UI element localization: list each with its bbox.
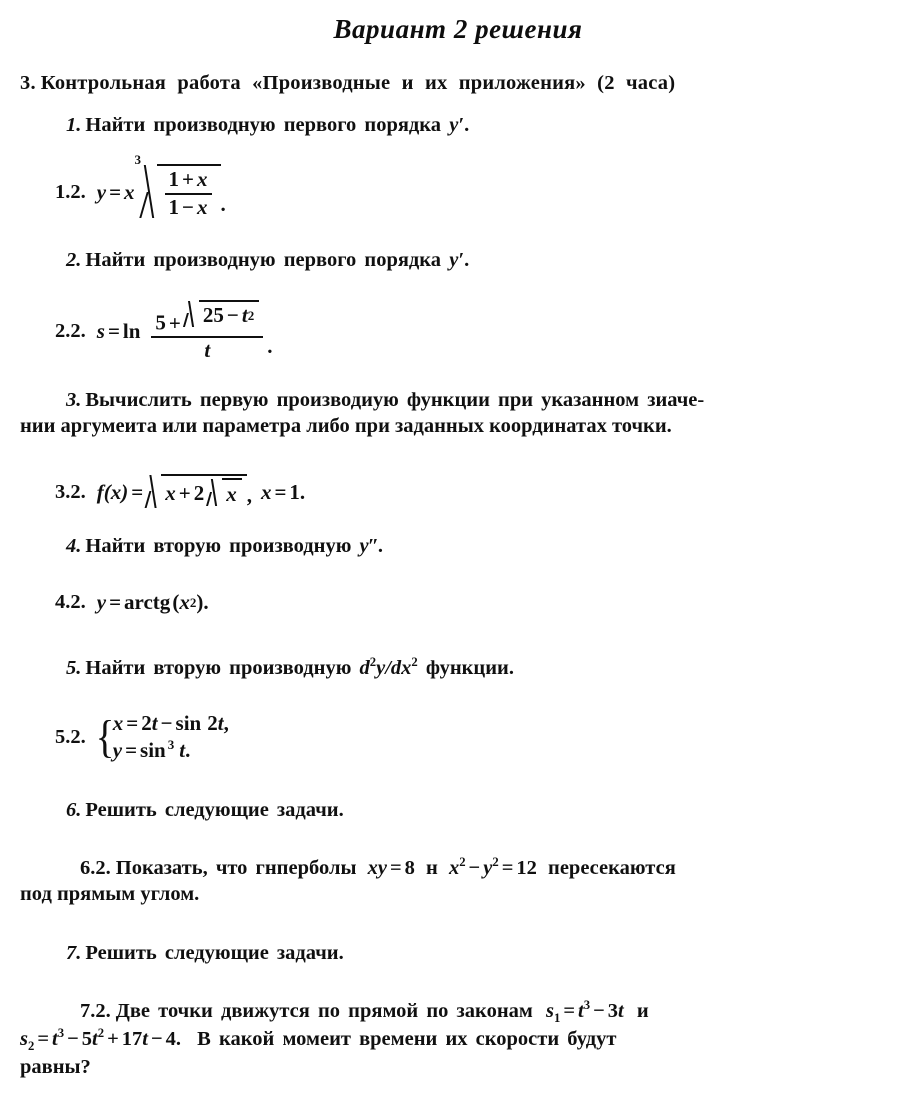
- task-1-prompt-text: Найти производную первого порядка: [85, 114, 442, 136]
- outer-radicand: [161, 474, 246, 511]
- hyp2-eq: =: [501, 857, 514, 879]
- hyp2-y-exp: 2: [492, 855, 499, 870]
- problem-6-2-line1: [20, 855, 898, 881]
- task-2-number: 2.: [66, 249, 82, 271]
- formula-1-2-label: 1.2.: [55, 181, 86, 204]
- s2-minus-2: −: [150, 1028, 163, 1050]
- formula-1-2-lhs: y: [96, 180, 107, 205]
- task-3-prompt: [20, 387, 898, 413]
- log-function: ln: [122, 318, 141, 343]
- task-5-prompt-tail: функции.: [425, 657, 514, 679]
- task-5-symbol-d: d: [359, 657, 370, 679]
- formula-5-2-label: 5.2.: [55, 725, 86, 748]
- hyp2-x: x: [448, 857, 460, 879]
- formula-2-2-lhs: s: [96, 318, 105, 343]
- formula-4-2-period: .: [203, 590, 209, 614]
- task-3-number: 3.: [66, 389, 82, 411]
- hyp1-xy: xy: [367, 857, 387, 879]
- task-6-prompt: [20, 797, 898, 823]
- radicand-minus: −: [226, 303, 239, 327]
- s1-t: t: [578, 1000, 584, 1022]
- s1-minus: −: [593, 1000, 605, 1022]
- numerator-op: +: [182, 167, 195, 191]
- row1-var: t: [151, 711, 158, 735]
- problem-6-2-text-a: Показать, что гнперболы: [115, 857, 357, 879]
- system-row-2: [113, 737, 229, 764]
- system-row-1: [113, 710, 229, 737]
- task-2-prompt-text: Найти производную первого порядка: [85, 249, 442, 271]
- s2-exp: 3: [57, 1026, 65, 1041]
- formula-3-2-period: .: [299, 480, 306, 504]
- task-1-period: .: [464, 114, 470, 136]
- formula-1-2-factor: x: [124, 180, 135, 205]
- task-2-symbol: y′: [449, 249, 465, 271]
- hyperbola-2: [443, 857, 543, 879]
- left-brace-icon: {: [95, 711, 115, 762]
- task-5-prompt: [20, 655, 898, 681]
- log-numerator: [151, 300, 263, 336]
- formula-4-2-equals: =: [109, 590, 122, 614]
- formula-4-2-lhs: y: [96, 590, 107, 614]
- task-7-prompt-text: Решить следующие задачи.: [85, 942, 344, 964]
- row1-eq: =: [126, 711, 139, 735]
- hyp2-x-exp: 2: [459, 855, 466, 870]
- row1-minus: −: [160, 711, 173, 735]
- radical-sign-icon: [146, 474, 161, 511]
- problem-6-2-text-line2: под прямым углом.: [20, 883, 200, 905]
- task-5-symbol-exp1: 2: [369, 655, 377, 670]
- row2-var: t: [179, 738, 186, 762]
- task-6-number: 6.: [66, 799, 82, 821]
- denominator-var: x: [197, 194, 208, 219]
- page-title: Вариант 2 решения: [333, 14, 583, 44]
- hyp2-y: y: [483, 857, 493, 879]
- task-3-prompt-continuation: [20, 413, 898, 439]
- s1-subscript: 1: [553, 1011, 561, 1026]
- formula-4-2-close-paren: ): [196, 590, 204, 614]
- problem-7-2-label: 7.2.: [80, 1000, 111, 1022]
- s2-coef-2: 17: [121, 1028, 143, 1050]
- fraction-denominator: [165, 193, 212, 220]
- formula-3-2-cond-val: 1: [289, 480, 300, 504]
- task-5-symbol-x: x: [401, 657, 412, 679]
- row2-lhs: y: [112, 738, 123, 762]
- numerator-var: x: [197, 167, 208, 191]
- row1-lhs: x: [112, 711, 124, 735]
- formula-4-2-label: 4.2.: [55, 591, 86, 613]
- row2-exponent: 3: [167, 737, 175, 752]
- task-2-period: .: [464, 249, 470, 271]
- formula-3-2: [55, 474, 305, 511]
- row2-eq: =: [125, 738, 138, 762]
- radical-sign-icon: [142, 164, 157, 221]
- task-1-prompt: [20, 112, 898, 138]
- s2-t-2: t: [92, 1028, 98, 1050]
- formula-1-2-period: .: [220, 192, 226, 217]
- radicand-25: 25: [202, 303, 224, 327]
- hyp2-value: 12: [516, 857, 537, 879]
- s2-exp-2: 2: [97, 1026, 105, 1041]
- problem-7-2-conj: и: [636, 1000, 649, 1022]
- log-fraction: [147, 300, 267, 363]
- task-3-prompt-line1: Вычислить первую производиую функции при указанном зиаче-: [85, 389, 705, 411]
- s2-t-3: t: [142, 1028, 148, 1050]
- radicand-coef: 2: [193, 481, 205, 505]
- formula-2-2: [55, 300, 272, 363]
- task-7-prompt: [20, 940, 898, 966]
- denominator-t: t: [204, 338, 211, 363]
- task-1-symbol: y′: [449, 114, 465, 136]
- task-5-symbol-exp2: 2: [411, 655, 418, 670]
- formula-3-2-cond-var: x: [260, 480, 272, 504]
- denominator-op: −: [182, 194, 195, 219]
- row1-comma: ,: [223, 711, 229, 735]
- task-4-prompt-text: Найти вторую производную: [85, 535, 352, 557]
- hyp1-value: 8: [404, 857, 415, 879]
- s1-symbol: s: [545, 1000, 554, 1022]
- task-4-symbol: y″: [359, 535, 378, 557]
- task-3-prompt-line2: нии аргумеита или параметра либо при заданных координатах точки.: [20, 415, 672, 437]
- fraction-numerator: [165, 168, 212, 193]
- outer-square-root: [146, 474, 246, 511]
- formula-3-2-label: 3.2.: [55, 481, 86, 503]
- task-4-prompt: [20, 533, 898, 559]
- formula-3-2-equals: =: [131, 480, 144, 504]
- hyp2-minus: −: [468, 857, 481, 879]
- radicand-plus: +: [178, 481, 191, 505]
- row1-arg-coef: 2: [207, 711, 218, 735]
- s2-t: t: [52, 1028, 58, 1050]
- square-root: [184, 300, 259, 330]
- s2-symbol: s: [20, 1028, 28, 1050]
- row2-period: .: [185, 738, 191, 762]
- s1-exp: 3: [583, 998, 591, 1013]
- task-5-prompt-text: Найти вторую производную: [85, 657, 352, 679]
- radical-sign-icon: [184, 300, 199, 330]
- problem-7-2-text-a: Две точки движутся по прямой по законам: [115, 1000, 533, 1022]
- problem-7-2-line3: [20, 1054, 898, 1080]
- radicand-x: x: [165, 481, 176, 505]
- problem-7-2-line1: [20, 998, 898, 1024]
- s1-eq: =: [563, 1000, 575, 1022]
- hyp1-eq: =: [389, 857, 402, 879]
- numerator-five: 5: [155, 310, 166, 335]
- problem-6-2-text-b: пересекаются: [548, 857, 676, 879]
- system-rows: [113, 710, 229, 764]
- numerator-plus: +: [168, 310, 181, 335]
- problem-7-2-text-line3: равны?: [20, 1056, 91, 1078]
- s2-minus-1: −: [67, 1028, 79, 1050]
- s2-subscript: 2: [27, 1039, 35, 1054]
- task-6-prompt-text: Решить следующие задачи.: [85, 799, 344, 821]
- row1-coef: 2: [141, 711, 152, 735]
- formula-1-2: [55, 152, 226, 221]
- s1-var: t: [618, 1000, 624, 1022]
- formula-5-2: [55, 710, 229, 764]
- formula-2-2-equals: =: [107, 318, 120, 343]
- scanned-page: [0, 12, 916, 1104]
- radical-sign-icon: [207, 478, 222, 509]
- log-denominator: [151, 336, 263, 363]
- section-number: 3.: [20, 72, 36, 94]
- denominator-one: 1: [168, 194, 180, 219]
- problem-7-2-text-b: В какой момеит времени их скорости будут: [197, 1028, 617, 1050]
- task-2-prompt: [20, 247, 898, 273]
- formula-4-2-arg: x: [179, 590, 190, 614]
- section-heading: [20, 70, 898, 96]
- formula-2-2-label: 2.2.: [55, 319, 86, 342]
- s2-period: .: [175, 1028, 182, 1050]
- row1-sin: sin: [175, 711, 202, 735]
- equation-system: [97, 710, 229, 764]
- formula-2-2-period: .: [267, 333, 273, 358]
- problem-6-2-line2: [20, 881, 898, 907]
- s2-eq: =: [37, 1028, 50, 1050]
- arctg-function: arctg: [124, 590, 171, 614]
- law-s1: [541, 998, 629, 1026]
- task-4-number: 4.: [66, 535, 82, 557]
- numerator-one: 1: [168, 167, 180, 191]
- inner-square-root: [207, 478, 242, 509]
- formula-1-2-equals: =: [109, 180, 122, 205]
- radicand-var: t: [241, 303, 248, 327]
- problem-6-2-label: 6.2.: [80, 857, 111, 879]
- formula-3-2-fn-arg: (x): [103, 480, 129, 504]
- task-4-period: .: [377, 535, 384, 557]
- cube-root: [134, 152, 221, 221]
- s1-coef: 3: [607, 1000, 618, 1022]
- row2-sin: sin: [140, 738, 166, 762]
- s2-coef-3: 4: [165, 1028, 176, 1050]
- conjunction: н: [426, 857, 438, 879]
- hyperbola-1: [362, 857, 421, 879]
- root-index: 3: [134, 152, 142, 167]
- task-1-number: 1.: [66, 114, 82, 136]
- s2-plus: +: [107, 1028, 119, 1050]
- formula-3-2-fn: f: [96, 480, 104, 504]
- formula-3-2-cond-eq: =: [274, 480, 287, 504]
- problem-7-2-line2: [20, 1026, 898, 1052]
- formula-3-2-comma: ,: [246, 483, 252, 507]
- formula-4-2-open-paren: (: [172, 590, 180, 614]
- row1-arg-var: t: [217, 711, 224, 735]
- task-5-number: 5.: [66, 657, 82, 679]
- radicand: [157, 164, 221, 221]
- radicand: 25 − t 2: [199, 300, 259, 330]
- section-heading-text: Контрольная работа «Производные и их приложения» (2 часа): [40, 72, 676, 94]
- s2-coef-1: 5: [81, 1028, 93, 1050]
- task-7-number: 7.: [66, 942, 82, 964]
- law-s2: [20, 1026, 182, 1054]
- fraction: [161, 168, 216, 219]
- inner-radicand-x: x: [226, 482, 237, 506]
- formula-4-2: 4.2. y = arctg ( x 2 ) .: [55, 590, 209, 614]
- task-5-symbol-ydx: y/d: [376, 657, 402, 679]
